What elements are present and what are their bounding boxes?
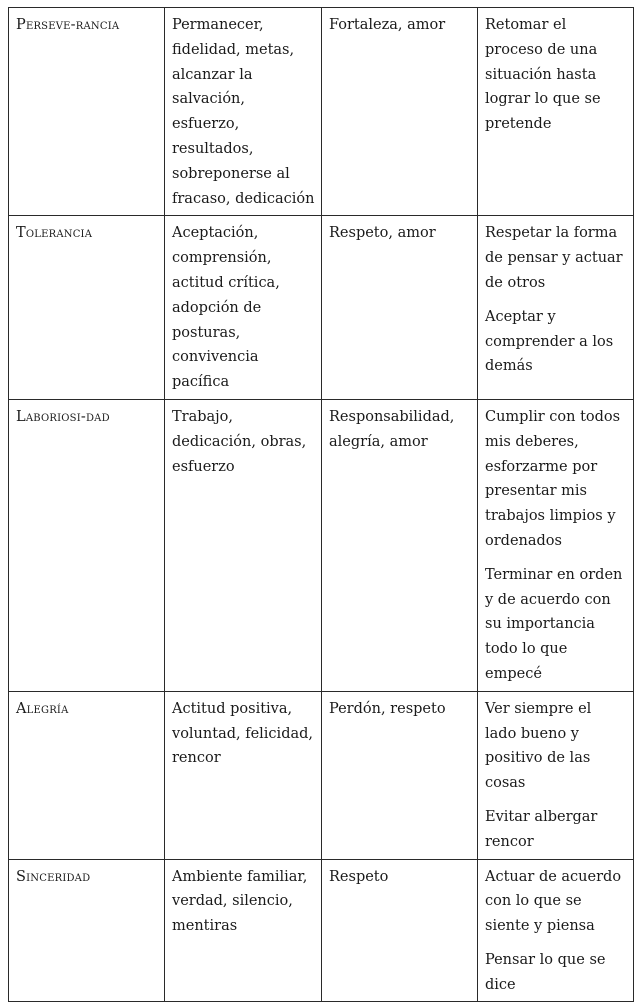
virtues-text: Respeto, amor	[329, 225, 436, 242]
virtues-text: Fortaleza, amor	[329, 17, 446, 33]
action-text: Ver siempre el lado bueno y positivo de las cosas	[485, 700, 592, 792]
virtues-cell	[322, 399, 478, 691]
virtues-cell	[322, 216, 478, 400]
value-name: Sinceridad	[16, 868, 91, 885]
action-text: Retomar el proceso de una situación hasta lograr lo que se pretende	[485, 17, 601, 133]
related-cell	[165, 399, 322, 691]
value-name: Tolerancia	[16, 225, 93, 242]
action-text: Pensar lo que se dice	[485, 951, 606, 993]
value-name: Alegría	[16, 700, 69, 717]
actions-cell	[478, 859, 634, 1002]
related-text: Trabajo, dedicación, obras, esfuerzo	[172, 408, 307, 475]
virtues-text: Responsabilidad, alegría, amor	[329, 408, 455, 450]
virtues-cell	[322, 859, 478, 1002]
value-name: Laboriosi-dad	[16, 408, 110, 425]
action-text: Cumplir con todos mis deberes, esforzarme por presentar mis trabajos limpios y ordenados	[485, 408, 621, 549]
table-row	[9, 216, 634, 400]
table-row	[9, 399, 634, 691]
values-table	[8, 7, 634, 1002]
table-row	[9, 691, 634, 859]
value-name-cell	[9, 8, 165, 216]
value-name-cell	[9, 216, 165, 400]
related-cell	[165, 8, 322, 216]
actions-cell	[478, 8, 634, 216]
actions-cell	[478, 691, 634, 859]
table-row	[9, 8, 634, 216]
virtues-cell	[322, 691, 478, 859]
actions-cell	[478, 216, 634, 400]
action-text: Respetar la forma de pensar y actuar de otros	[485, 225, 623, 291]
table-row	[9, 859, 634, 1002]
action-text: Aceptar y comprender a los demás	[485, 308, 614, 375]
related-cell	[165, 691, 322, 859]
related-cell	[165, 216, 322, 400]
action-text: Evitar albergar rencor	[485, 808, 598, 850]
related-text: Ambiente familiar, verdad, silencio, mentiras	[172, 868, 308, 935]
related-cell	[165, 859, 322, 1002]
related-text: Aceptación, comprensión, actitud crítica, adopción de posturas, convivencia pacífica	[172, 225, 280, 391]
virtues-text: Respeto	[329, 868, 389, 885]
actions-cell	[478, 399, 634, 691]
related-text: Permanecer, fidelidad, metas, alcanzar la salvación, esfuerzo, resultados, sobreponerse al fracaso, dedicación	[172, 17, 315, 207]
value-name-cell	[9, 399, 165, 691]
virtues-text: Perdón, respeto	[329, 700, 446, 717]
related-text: Actitud positiva, voluntad, felicidad, rencor	[172, 700, 314, 767]
action-text: Actuar de acuerdo con lo que se siente y piensa	[485, 868, 622, 935]
action-text: Terminar en orden y de acuerdo con su importancia todo lo que empecé	[485, 566, 623, 682]
value-name-cell	[9, 859, 165, 1002]
value-name-cell	[9, 691, 165, 859]
value-name: Perseve-rancia	[16, 17, 120, 33]
virtues-cell	[322, 8, 478, 216]
